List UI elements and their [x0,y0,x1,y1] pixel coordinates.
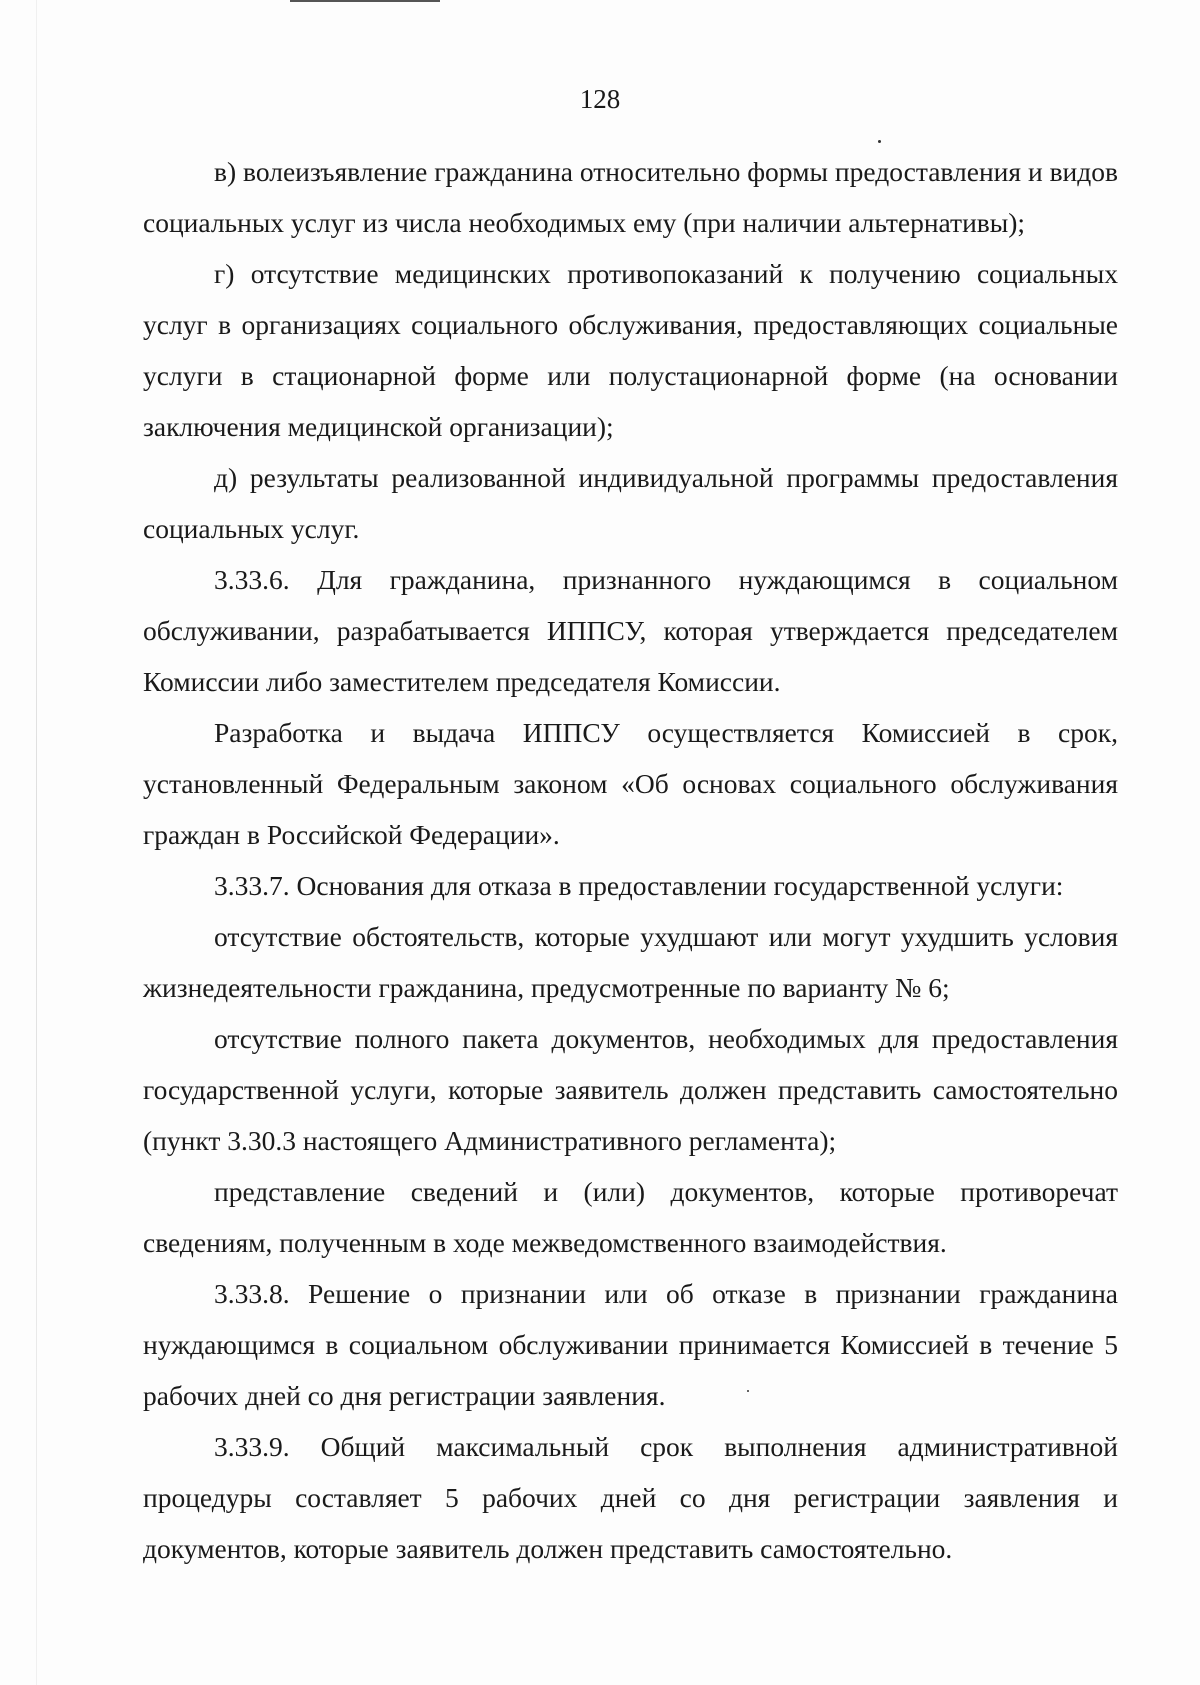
paragraph-3-33-7: 3.33.7. Основания для отказа в предоставлении государственной услуги: [214,870,1064,901]
paragraph-refusal-ground-1: отсутствие обстоятельств, которые ухудшают или могут ухудшить условия жизнедеятельности гражданина, предусмотренные по варианту № 6; [143,921,1118,1003]
paragraph-3-33-6: 3.33.6. Для гражданина, признанного нуждающимся в социальном обслуживании, разрабатывается ИППСУ, которая утверждается председателем Комиссии либо заместителем председателя Комиссии. [143,564,1118,697]
paragraph-ippsu-development: Разработка и выдача ИППСУ осуществляется Комиссией в срок, установленный Федеральным законом «Об основах социального обслуживания граждан в Российской Федерации». [143,717,1118,850]
scan-top-mark [290,0,440,2]
paragraph-3-33-8: 3.33.8. Решение о признании или об отказе в признании гражданина нуждающимся в социальном обслуживании принимается Комиссией в течение 5 рабочих дней со дня регистрации заявления. [143,1278,1118,1411]
paragraph-3-33-9: 3.33.9. Общий максимальный срок выполнения административной процедуры составляет 5 рабочих дней со дня регистрации заявления и документов, которые заявитель должен представить самостоятельно. [143,1431,1118,1564]
paragraph-item-d: д) результаты реализованной индивидуальной программы предоставления социальных услуг. [143,462,1118,544]
paragraph-item-v: в) волеизъявление гражданина относительно формы предоставления и видов социальных услуг из числа необходимых ему (при наличии альтернативы); [143,156,1118,238]
paragraph-refusal-ground-3: представление сведений и (или) документов, которые противоречат сведениям, полученным в ходе межведомственного взаимодействия. [143,1176,1118,1258]
paragraph-refusal-ground-2: отсутствие полного пакета документов, необходимых для предоставления государственной услуги, которые заявитель должен представить самостоятельно (пункт 3.30.3 настоящего Административного регламента); [143,1023,1118,1156]
document-body [143,146,1118,1574]
scan-edge-shadow [36,0,37,1685]
paragraph-item-g: г) отсутствие медицинских противопоказаний к получению социальных услуг в организациях социального обслуживания, предоставляющих социальные услуги в стационарной форме или полустационарной форме (на основании заключения медицинской организации); [143,258,1118,442]
scan-speck [878,140,881,143]
page-number: 128 [579,84,621,114]
